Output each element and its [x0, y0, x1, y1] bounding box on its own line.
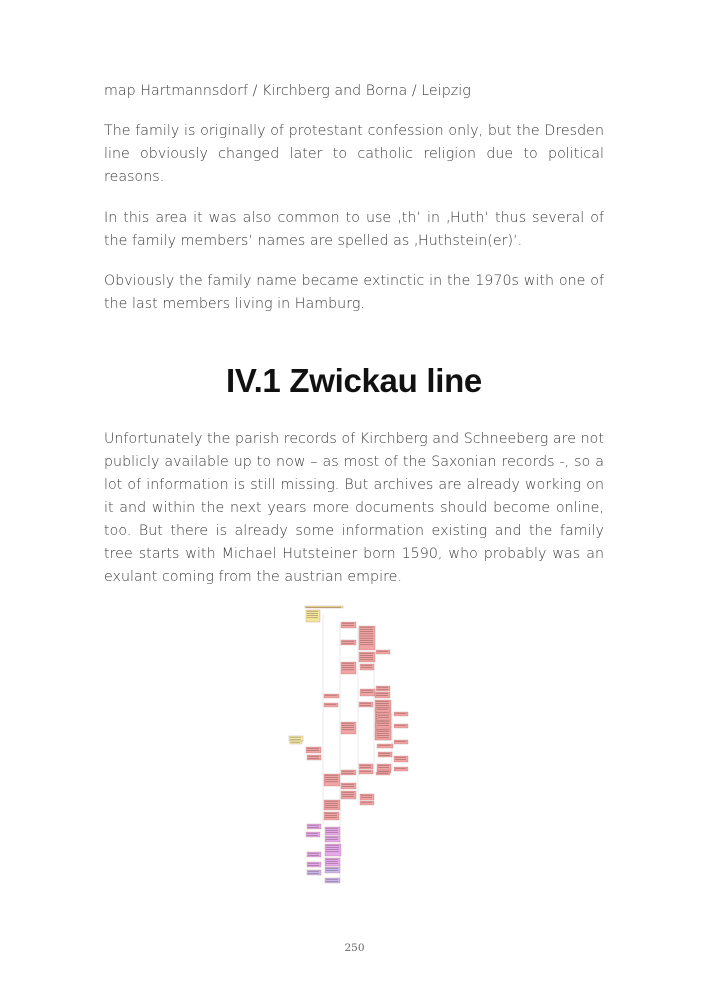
tree-node-22 — [376, 730, 391, 740]
tree-node-44 — [324, 800, 340, 810]
tree-node-33 — [394, 767, 408, 771]
tree-node-42 — [360, 794, 374, 800]
tree-node-18 — [376, 708, 390, 712]
tree-node-51 — [307, 852, 321, 857]
tree-node-43 — [360, 801, 374, 805]
tree-node-21 — [341, 722, 356, 734]
tree-node-53 — [307, 862, 321, 867]
tree-node-8 — [341, 662, 356, 674]
tree-node-36 — [359, 770, 373, 774]
tree-node-14 — [324, 703, 338, 707]
tree-node-40 — [341, 783, 356, 789]
tree-node-39 — [324, 774, 340, 786]
tree-node-48 — [325, 836, 340, 842]
tree-node-25 — [394, 740, 408, 744]
tree-node-10 — [324, 694, 339, 698]
tree-node-32 — [377, 764, 391, 770]
tree-node-26 — [289, 736, 303, 741]
tree-nodes — [289, 606, 408, 883]
tree-node-56 — [325, 878, 340, 883]
tree-node-50 — [325, 844, 341, 856]
tree-node-16 — [394, 712, 408, 716]
tree-node-19 — [377, 714, 391, 720]
paragraph-zwickau-intro: Unfortunately the parish records of Kirchberg and Schneeberg are not publicly available up to now – as most of the Saxonian records -, so a lot of information is still missing. But archives are already working on it and within the next years more documents should become online, too. But there is already some information existing and the family tree starts with Michael Hutsteiner born 1590, who probably was an exulant coming from the austrian empire. — [104, 431, 604, 585]
tree-node-12 — [375, 692, 390, 698]
paragraph-map-reference: map Hartmannsdorf / Kirchberg and Borna / Leipzig — [104, 83, 471, 99]
tree-node-55 — [325, 867, 340, 873]
tree-node-4 — [359, 626, 375, 650]
tree-node-31 — [394, 756, 408, 762]
tree-node-20 — [376, 722, 391, 728]
tree-node-27 — [290, 741, 302, 744]
tree-node-23 — [394, 724, 408, 728]
tree-node-3 — [341, 622, 356, 628]
tree-node-24 — [377, 744, 393, 748]
tree-node-30 — [378, 752, 392, 757]
tree-node-5 — [341, 640, 356, 645]
tree-node-1 — [305, 606, 343, 608]
tree-node-29 — [307, 755, 321, 760]
family-tree-figure — [284, 604, 430, 886]
paragraph-confession: The family is originally of protestant confession only, but the Dresden line obviously changed later to catholic religion due to political reasons. — [104, 123, 604, 185]
tree-node-2 — [306, 610, 320, 622]
tree-node-15 — [359, 702, 373, 707]
tree-node-49 — [306, 832, 320, 837]
tree-node-7 — [376, 650, 390, 654]
tree-node-13 — [376, 686, 390, 691]
tree-node-54 — [307, 870, 321, 875]
tree-node-38 — [376, 772, 390, 775]
section-title: IV.1 Zwickau line — [226, 362, 482, 399]
tree-node-9 — [360, 664, 374, 670]
page-number: 250 — [344, 942, 365, 954]
tree-node-46 — [307, 824, 321, 829]
paragraph-spelling: In this area it was also common to use ‚th‘ in ‚Huth‘ thus several of the family members‘ names are spelled as ‚Huthstein(er)‘. — [104, 210, 604, 249]
tree-node-35 — [359, 764, 373, 769]
tree-node-6 — [359, 652, 375, 662]
tree-node-37 — [341, 770, 356, 775]
tree-node-28 — [306, 747, 321, 753]
paragraph-extinction: Obviously the family name became extinctic in the 1970s with one of the last members living in Hamburg. — [104, 273, 604, 312]
